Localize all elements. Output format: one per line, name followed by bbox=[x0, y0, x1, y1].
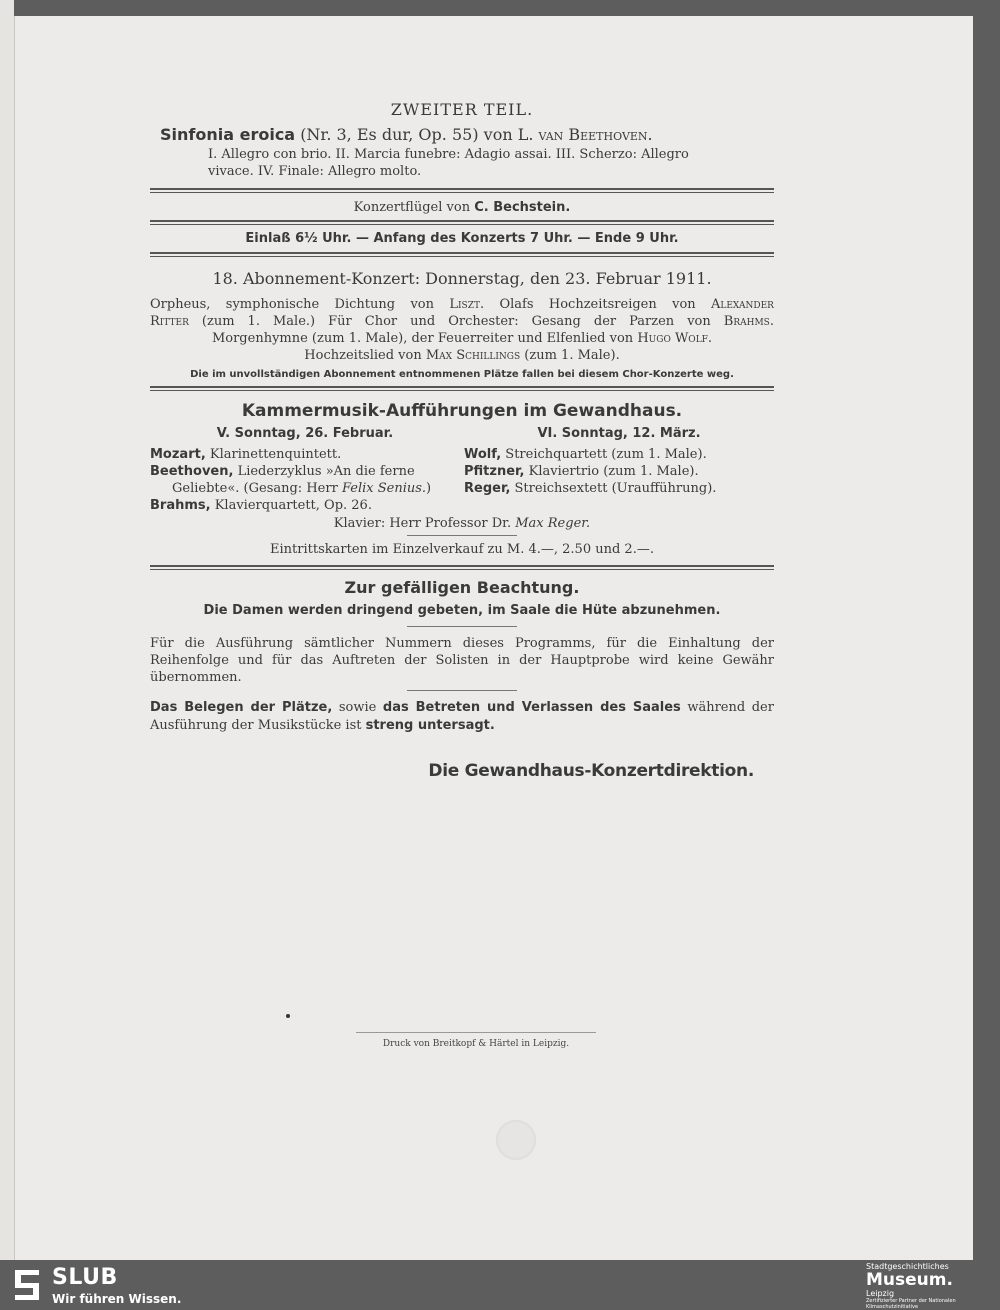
column-heading: VI. Sonntag, 12. März. bbox=[537, 426, 701, 441]
program-item bbox=[464, 480, 774, 497]
seating-emphasis: Das Belegen der Plätze, bbox=[150, 700, 333, 715]
composer: Hugo Wolf. bbox=[637, 331, 713, 346]
subscription-warning: Die im unvollständigen Abonnement entnommenen Plätze fallen bei diesem Chor-Konzerte weg. bbox=[190, 369, 734, 380]
hats-notice: Die Damen werden dringend gebeten, im Saale die Hüte abzunehmen. bbox=[203, 603, 721, 618]
composer: Reger, bbox=[464, 481, 511, 496]
symphony-line bbox=[160, 125, 774, 144]
left-margin-strip bbox=[0, 0, 14, 1260]
composer: van Beethoven. bbox=[538, 125, 653, 144]
work-details: (Nr. 3, Es dur, Op. 55) von L. bbox=[300, 125, 534, 144]
program-item bbox=[464, 446, 774, 463]
piano-notice-prefix: Konzertflügel von bbox=[353, 200, 471, 215]
divider bbox=[150, 565, 774, 570]
concert-column-left bbox=[150, 425, 460, 514]
museum-logo bbox=[866, 1262, 986, 1310]
composer: Mozart, bbox=[150, 447, 206, 462]
program-text: Hochzeitslied von bbox=[304, 348, 422, 363]
movements-line: vivace. IV. Finale: Allegro molto. bbox=[208, 164, 422, 179]
seating-emphasis: streng untersagt. bbox=[365, 718, 495, 733]
seating-text: während der Ausführung der Musikstücke ist bbox=[150, 700, 774, 733]
work-title: Sinfonia eroica bbox=[160, 125, 296, 144]
chamber-music-title: Kammermusik-Aufführungen im Gewandhaus. bbox=[241, 401, 683, 421]
composer: Brahms. bbox=[723, 314, 774, 329]
column-heading: V. Sonntag, 26. Februar. bbox=[216, 426, 394, 441]
divider bbox=[150, 252, 774, 257]
composer: Ritter bbox=[150, 314, 189, 329]
piano-maker: C. Bechstein. bbox=[474, 200, 571, 215]
program-item-continued bbox=[150, 480, 460, 497]
work: Klarinettenquintett. bbox=[209, 447, 342, 462]
pianist: Max Reger. bbox=[515, 516, 591, 531]
work: Streichsextett (Uraufführung). bbox=[514, 481, 717, 496]
museum-top: Stadtgeschichtliches bbox=[866, 1262, 949, 1271]
program-text: (zum 1. Male.) Für Chor und Orchester: Gesang der Parzen von bbox=[201, 314, 711, 329]
composer: Beethoven, bbox=[150, 464, 234, 479]
program-line bbox=[150, 296, 774, 313]
museum-note: Zertifizierter Partner der Nationalen Klimaschutzinitiative bbox=[866, 1298, 956, 1310]
ticket-prices: Eintrittskarten im Einzelverkauf zu M. 4.—, 2.50 und 2.—. bbox=[270, 542, 654, 557]
slub-tagline: Wir führen Wissen. bbox=[52, 1292, 182, 1306]
section-heading: ZWEITER TEIL. bbox=[390, 100, 534, 119]
museum-name: Museum. bbox=[866, 1270, 953, 1290]
admission-times: Einlaß 6½ Uhr. — Anfang des Konzerts 7 Uhr. — Ende 9 Uhr. bbox=[245, 231, 679, 246]
short-divider bbox=[407, 626, 517, 627]
composer: Brahms, bbox=[150, 498, 211, 513]
footer-bar bbox=[0, 1260, 1000, 1310]
printer-imprint: Druck von Breitkopf & Härtel in Leipzig. bbox=[356, 1032, 596, 1049]
next-concert-program bbox=[150, 296, 774, 364]
program-content bbox=[150, 100, 774, 781]
seating-text: sowie bbox=[338, 700, 377, 715]
blind-stamp bbox=[496, 1120, 536, 1160]
program-item bbox=[150, 463, 460, 480]
pianist-prefix: Klavier: Herr Professor Dr. bbox=[333, 516, 512, 531]
piano-notice bbox=[150, 193, 774, 220]
next-concert-title: 18. Abonnement-Konzert: Donnerstag, den 23. Februar 1911. bbox=[212, 269, 712, 288]
program-line bbox=[150, 347, 774, 364]
signature: Die Gewandhaus-Konzertdirektion. bbox=[428, 761, 754, 781]
program-item bbox=[150, 497, 460, 514]
composer: Liszt. bbox=[449, 297, 485, 312]
program-text: Olafs Hochzeitsreigen von bbox=[499, 297, 696, 312]
slub-logo-icon bbox=[12, 1268, 42, 1302]
program-item bbox=[150, 446, 460, 463]
singer: Felix Senius. bbox=[341, 481, 427, 496]
ink-speck bbox=[286, 1014, 290, 1018]
work: Klavierquartett, Op. 26. bbox=[214, 498, 372, 513]
program-line bbox=[150, 313, 774, 330]
composer: Wolf, bbox=[464, 447, 502, 462]
slub-name: SLUB bbox=[52, 1265, 118, 1290]
disclaimer-paragraph: Für die Ausführung sämtlicher Nummern dieses Programms, für die Einhaltung der Reihenfolge und für das Auftreten der Solisten in der Hauptprobe wird keine Gewähr übernommen. bbox=[150, 636, 774, 685]
program-text: (zum 1. Male). bbox=[524, 348, 620, 363]
program-item bbox=[464, 463, 774, 480]
movements-line: I. Allegro con brio. II. Marcia funebre: Adagio assai. III. Scherzo: Allegro bbox=[208, 147, 689, 162]
composer: Alexander bbox=[711, 297, 774, 312]
composer: Max Schillings bbox=[425, 348, 521, 363]
movements bbox=[208, 146, 774, 180]
chamber-music-columns bbox=[150, 425, 774, 514]
work: Streichquartett (zum 1. Male). bbox=[505, 447, 707, 462]
work: Klaviertrio (zum 1. Male). bbox=[528, 464, 699, 479]
seating-paragraph bbox=[150, 699, 774, 735]
work: Geliebte«. (Gesang: Herr bbox=[172, 481, 338, 496]
short-divider bbox=[407, 690, 517, 691]
program-text: Orpheus, symphonische Dichtung von bbox=[150, 297, 434, 312]
concert-column-right bbox=[464, 425, 774, 514]
short-divider bbox=[407, 535, 517, 536]
program-text: Morgenhymne (zum 1. Male), der Feuerreiter und Elfenlied von bbox=[211, 331, 634, 346]
attention-title: Zur gefälligen Beachtung. bbox=[344, 578, 580, 597]
work: ) bbox=[426, 481, 432, 496]
program-line bbox=[150, 330, 774, 347]
seating-emphasis: das Betreten und Verlassen des Saales bbox=[382, 700, 681, 715]
work: Liederzyklus »An die ferne bbox=[237, 464, 415, 479]
divider bbox=[150, 386, 774, 391]
composer: Pfitzner, bbox=[464, 464, 525, 479]
museum-city: Leipzig bbox=[866, 1289, 895, 1298]
pianist-line bbox=[150, 516, 774, 531]
